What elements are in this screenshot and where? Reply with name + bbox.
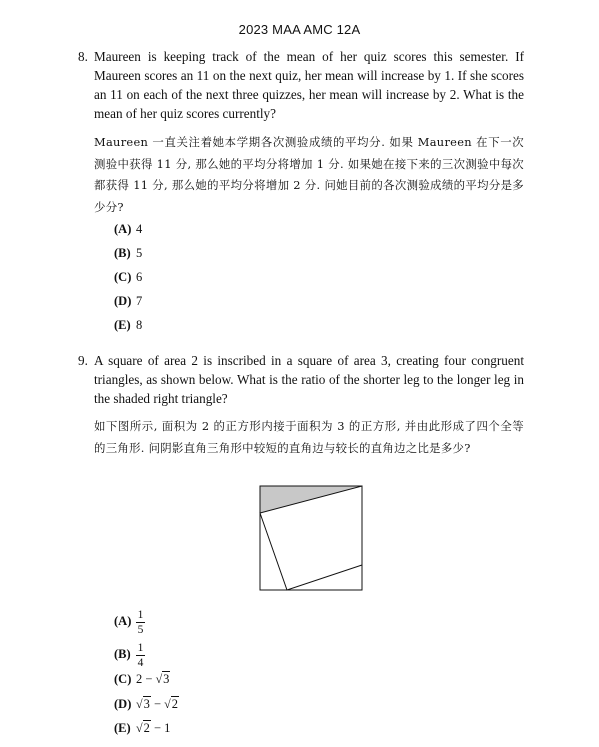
denominator: 5 xyxy=(137,624,144,636)
problem-number: 9. xyxy=(78,353,88,368)
problem-8 xyxy=(78,47,524,218)
problem-9 xyxy=(78,351,524,459)
answer-choice-e xyxy=(114,318,142,333)
radicand: 3 xyxy=(163,672,170,686)
answer-choice-c xyxy=(114,270,142,285)
answer-choice-c xyxy=(114,672,170,687)
choice-value: 7 xyxy=(136,294,143,308)
answer-choice-d xyxy=(114,294,142,309)
choice-label: (C) xyxy=(114,270,132,284)
problem-text-english: A square of area 2 is inscribed in a square of area 3, creating four congruent triangles, as shown below. What is the ratio of the shorter leg to the longer leg in the shaded right triangle? xyxy=(94,353,524,406)
problem-text-chinese: Maureen 一直关注着她本学期各次测验成绩的平均分. 如果 Maureen 在下一次测验中获得 11 分, 那么她的平均分将增加 1 分. 如果她在接下来的三次测验中每次都获得 11 分, 那么她的平均分将增加 2 分. 问她目前的各次测验成绩的平均分是多少分? xyxy=(94,135,524,214)
answer-choice-b xyxy=(114,246,142,261)
problem-text-english: Maureen is keeping track of the mean of her quiz scores this semester. If Maureen scores an 11 on the next quiz, her mean will increase by 1. If she scores an 11 on each of the next three quizzes, her mean will increase by 2. What is the mean of her quiz scores currently? xyxy=(94,49,524,121)
choice-label: (D) xyxy=(114,294,132,308)
fraction xyxy=(136,642,145,669)
square-root: √2 xyxy=(164,697,178,711)
choice-label: (C) xyxy=(114,672,132,686)
choice-label: (E) xyxy=(114,318,131,332)
choice-value: 4 xyxy=(136,222,143,236)
square-root: √2 xyxy=(136,721,150,735)
choice-label: (A) xyxy=(114,222,132,236)
choice-value: 8 xyxy=(136,318,143,332)
choice-label: (D) xyxy=(114,697,132,711)
numerator: 1 xyxy=(137,609,144,621)
choice-label: (B) xyxy=(114,246,131,260)
choice-value: 6 xyxy=(136,270,143,284)
choice-value: 5 xyxy=(136,246,143,260)
radicand: 2 xyxy=(171,697,178,711)
problem-text-chinese: 如下图所示, 面积为 2 的正方形内接于面积为 3 的正方形, 并由此形成了四个全等的三角形. 问阴影直角三角形中较短的直角边与较长的直角边之比是多少? xyxy=(94,419,524,455)
square-root: √3 xyxy=(155,672,170,686)
radicand: 3 xyxy=(143,697,150,711)
choice-operator: − xyxy=(150,697,165,711)
choice-suffix: − 1 xyxy=(150,721,171,735)
problem-number: 8. xyxy=(78,49,88,64)
square-root: √3 xyxy=(136,697,150,711)
radicand: 2 xyxy=(143,721,150,735)
page-header: 2023 MAA AMC 12A xyxy=(238,22,361,37)
choice-label: (E) xyxy=(114,721,131,735)
choice-label: (A) xyxy=(114,614,132,629)
numerator: 1 xyxy=(137,642,144,654)
answer-choice-d xyxy=(114,697,179,712)
answer-choice-a xyxy=(114,609,145,636)
fraction xyxy=(136,609,145,636)
inscribed-square-figure xyxy=(256,482,366,594)
choice-prefix: 2 − xyxy=(136,672,156,686)
choice-label: (B) xyxy=(114,647,131,662)
denominator: 4 xyxy=(137,657,144,669)
answer-choice-e xyxy=(114,721,170,736)
answer-choice-b xyxy=(114,642,145,669)
answer-choice-a xyxy=(114,222,142,237)
